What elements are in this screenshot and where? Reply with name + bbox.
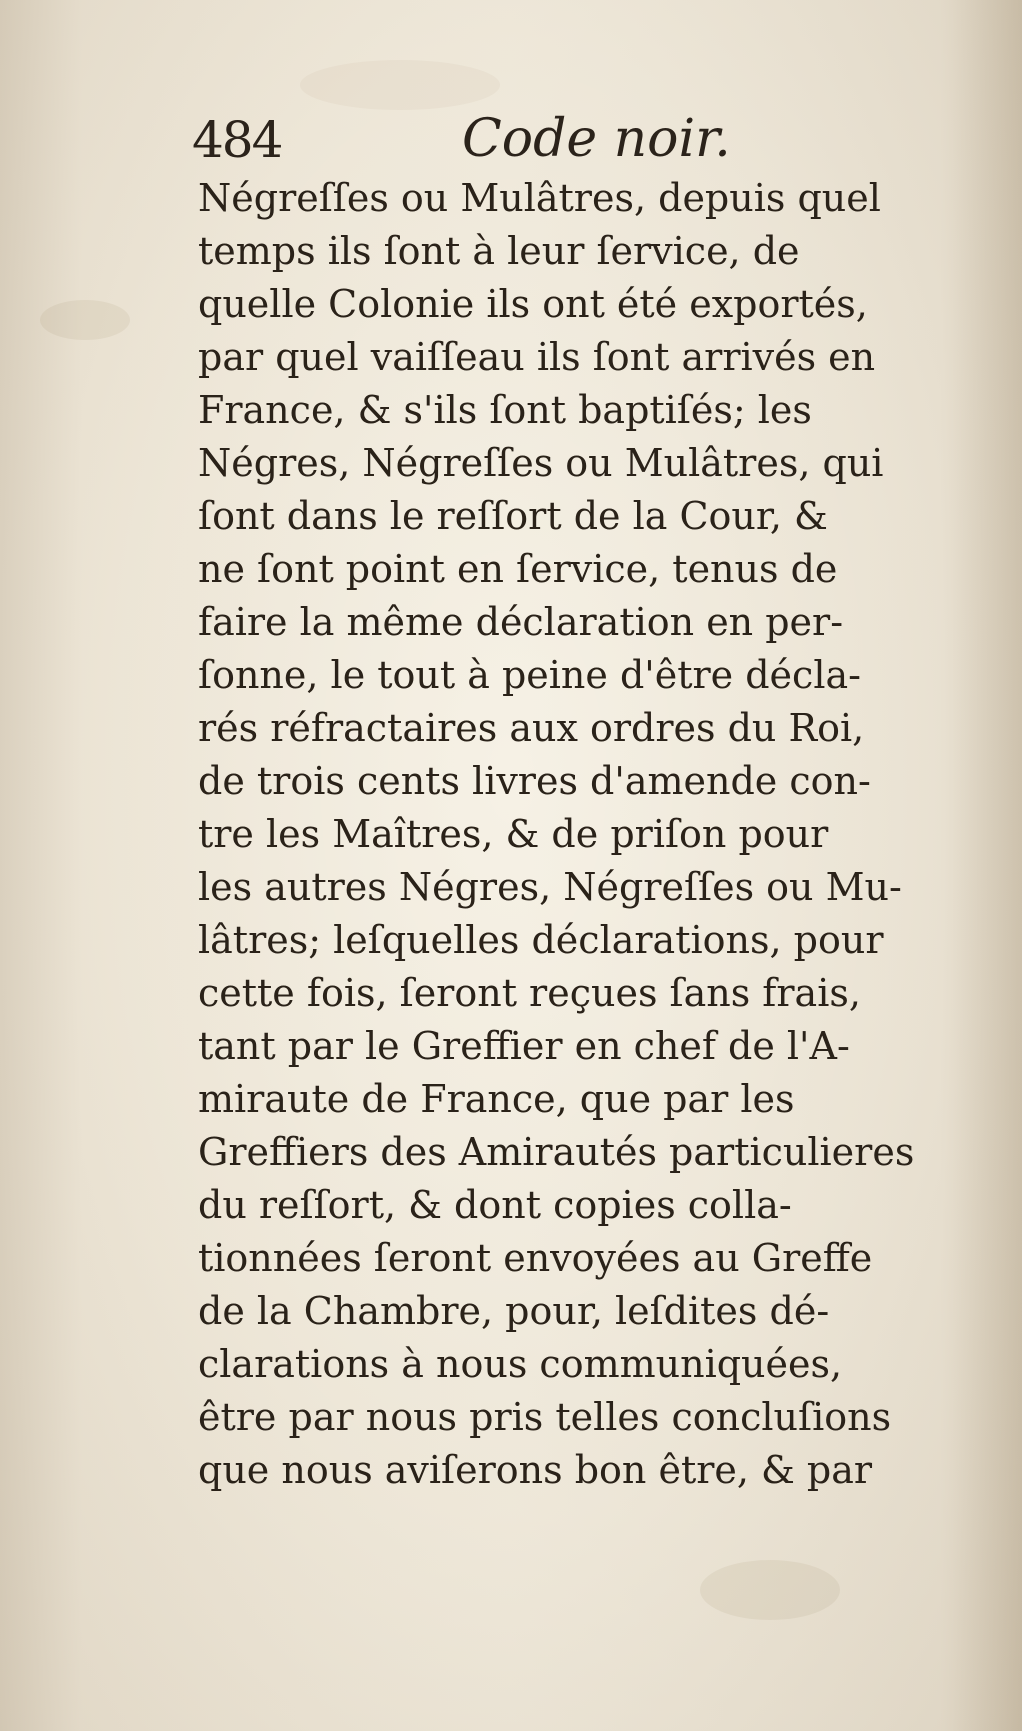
running-head: Code noir. bbox=[462, 109, 731, 169]
text-line: cette fois, ſeront reçues ſans frais, bbox=[198, 971, 861, 1015]
text-line: ſont dans le reſſort de la Cour, & bbox=[198, 494, 828, 538]
text-line: les autres Négres, Négreſſes ou Mu- bbox=[198, 865, 902, 909]
text-line: du reſſort, & dont copies colla- bbox=[198, 1183, 792, 1227]
paper-stain bbox=[300, 60, 500, 110]
text-line: que nous aviſerons bon être, & par bbox=[198, 1448, 873, 1492]
text-line: faire la même déclaration en per- bbox=[198, 600, 844, 644]
text-line: France, & s'ils ſont baptiſés; les bbox=[198, 388, 812, 432]
text-line: miraute de France, que par les bbox=[198, 1077, 795, 1121]
text-line: être par nous pris telles concluſions bbox=[198, 1395, 892, 1439]
text-line: rés réfractaires aux ordres du Roi, bbox=[198, 706, 865, 750]
text-line: lâtres; leſquelles déclarations, pour bbox=[198, 918, 884, 962]
page-header bbox=[192, 104, 952, 176]
text-line: quelle Colonie ils ont été exportés, bbox=[198, 282, 868, 326]
page-number: 484 bbox=[192, 111, 282, 169]
text-line: ſonne, le tout à peine d'être décla- bbox=[198, 653, 861, 697]
text-line: de la Chambre, pour, leſdites dé- bbox=[198, 1289, 830, 1333]
text-line: Négreſſes ou Mulâtres, depuis quel bbox=[198, 176, 881, 220]
text-line: ne ſont point en ſervice, tenus de bbox=[198, 547, 838, 591]
paper-stain bbox=[700, 1560, 840, 1620]
page-gutter-shadow bbox=[952, 0, 1022, 1731]
body-text bbox=[198, 172, 952, 1497]
text-line: tant par le Greffier en chef de l'A- bbox=[198, 1024, 850, 1068]
text-line: Greffiers des Amirautés particulieres bbox=[198, 1130, 915, 1174]
text-line: tre les Maîtres, & de priſon pour bbox=[198, 812, 829, 856]
text-line: clarations à nous communiquées, bbox=[198, 1342, 843, 1386]
text-line: par quel vaiſſeau ils ſont arrivés en bbox=[198, 335, 876, 379]
paper-stain bbox=[40, 300, 130, 340]
text-line: tionnées ſeront envoyées au Greffe bbox=[198, 1236, 873, 1280]
text-line: Négres, Négreſſes ou Mulâtres, qui bbox=[198, 441, 884, 485]
text-line: de trois cents livres d'amende con- bbox=[198, 759, 871, 803]
text-line: temps ils ſont à leur ſervice, de bbox=[198, 229, 800, 273]
